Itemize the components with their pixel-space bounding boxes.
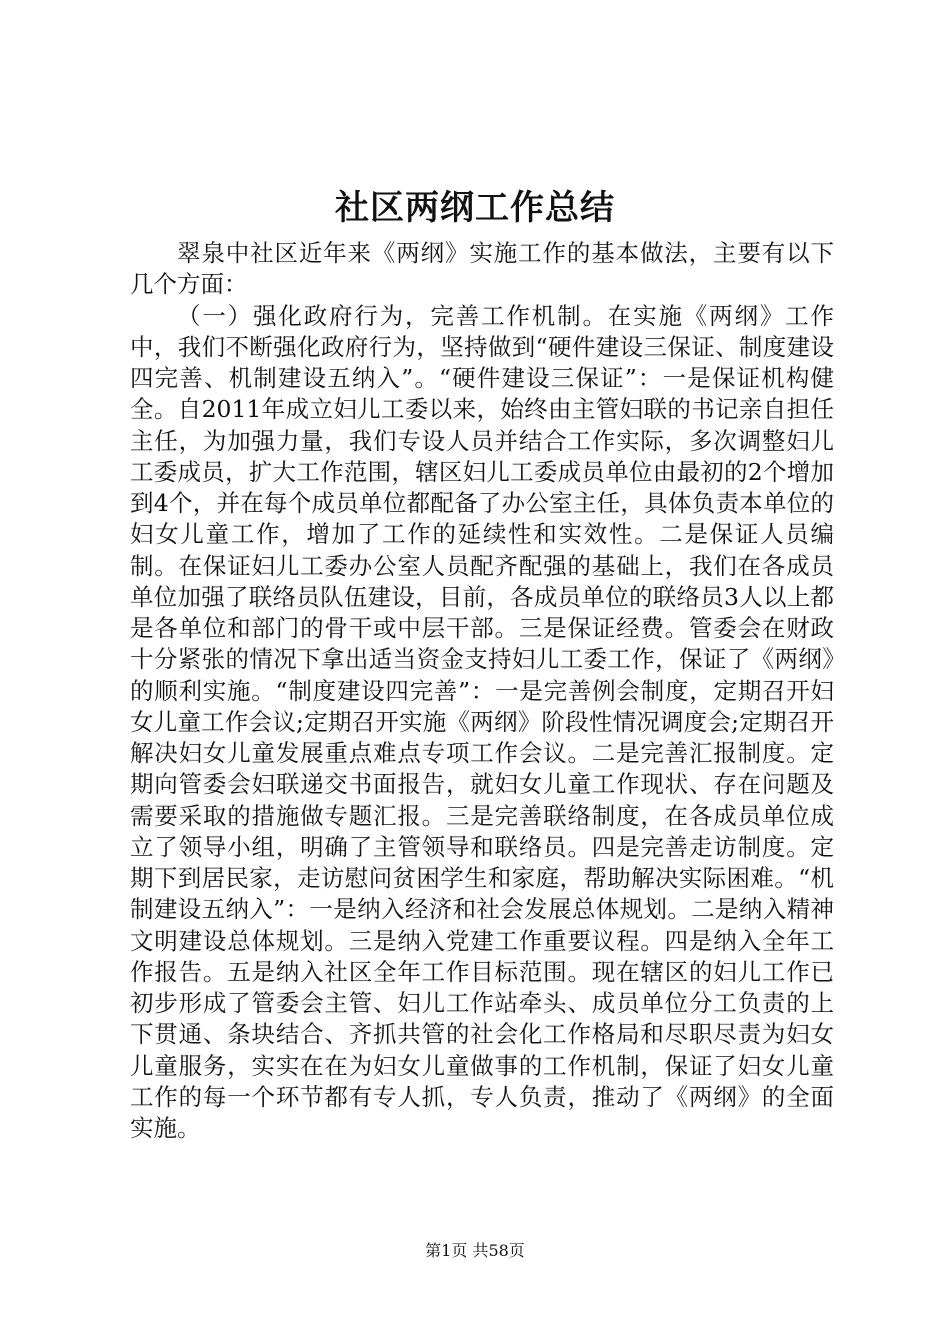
document-title: 社区两纲工作总结 <box>335 188 615 228</box>
page-footer: 第1页 共58页 <box>425 1241 525 1260</box>
intro-paragraph: 翠泉中社区近年来《两纲》实施工作的基本做法，主要有以下几个方面： <box>130 239 834 299</box>
document-body <box>130 238 834 1144</box>
section-one-paragraph: （一）强化政府行为，完善工作机制。在实施《两纲》工作中，我们不断强化政府行为，坚持做到“硬件建设三保证、制度建设四完善、机制建设五纳入”。“硬件建设三保证”：一是保证机构健全。自2011年成立妇儿工委以来，始终由主管妇联的书记亲自担任主任，为加强力量，我们专设人员并结合工作实际，多次调整妇儿工委成员，扩大工作范围，辖区妇儿工委成员单位由最初的2个增加到4个，并在每个成员单位都配备了办公室主任，具体负责本单位的妇女儿童工作，增加了工作的延续性和实效性。二是保证人员编制。在保证妇儿工委办公室人员配齐配强的基础上，我们在各成员单位加强了联络员队伍建设，目前，各成员单位的联络员3人以上都是各单位和部门的骨干或中层干部。三是保证经费。管委会在财政十分紧张的情况下拿出适当资金支持妇儿工委工作，保证了《两纲》的顺利实施。“制度建设四完善”：一是完善例会制度，定期召开妇女儿童工作会议;定期召开实施《两纲》阶段性情况调度会;定期召开解决妇女儿童发展重点难点专项工作会议。二是完善汇报制度。定期向管委会妇联递交书面报告，就妇女儿童工作现状、存在问题及需要采取的措施做专题汇报。三是完善联络制度，在各成员单位成立了领导小组，明确了主管领导和联络员。四是完善走访制度。定期下到居民家，走访慰问贫困学生和家庭，帮助解决实际困难。“机制建设五纳入”：一是纳入经济和社会发展总体规划。二是纳入精神文明建设总体规划。三是纳入党建工作重要议程。四是纳入全年工作报告。五是纳入社区全年工作目标范围。现在辖区的妇儿工作已初步形成了管委会主管、妇儿工作站牵头、成员单位分工负责的上下贯通、条块结合、齐抓共管的社会化工作格局和尽职尽责为妇女儿童服务，实实在在为妇女儿童做事的工作机制，保证了妇女儿童工作的每一个环节都有专人抓，专人负责，推动了《两纲》的全面实施。 <box>130 301 834 1142</box>
